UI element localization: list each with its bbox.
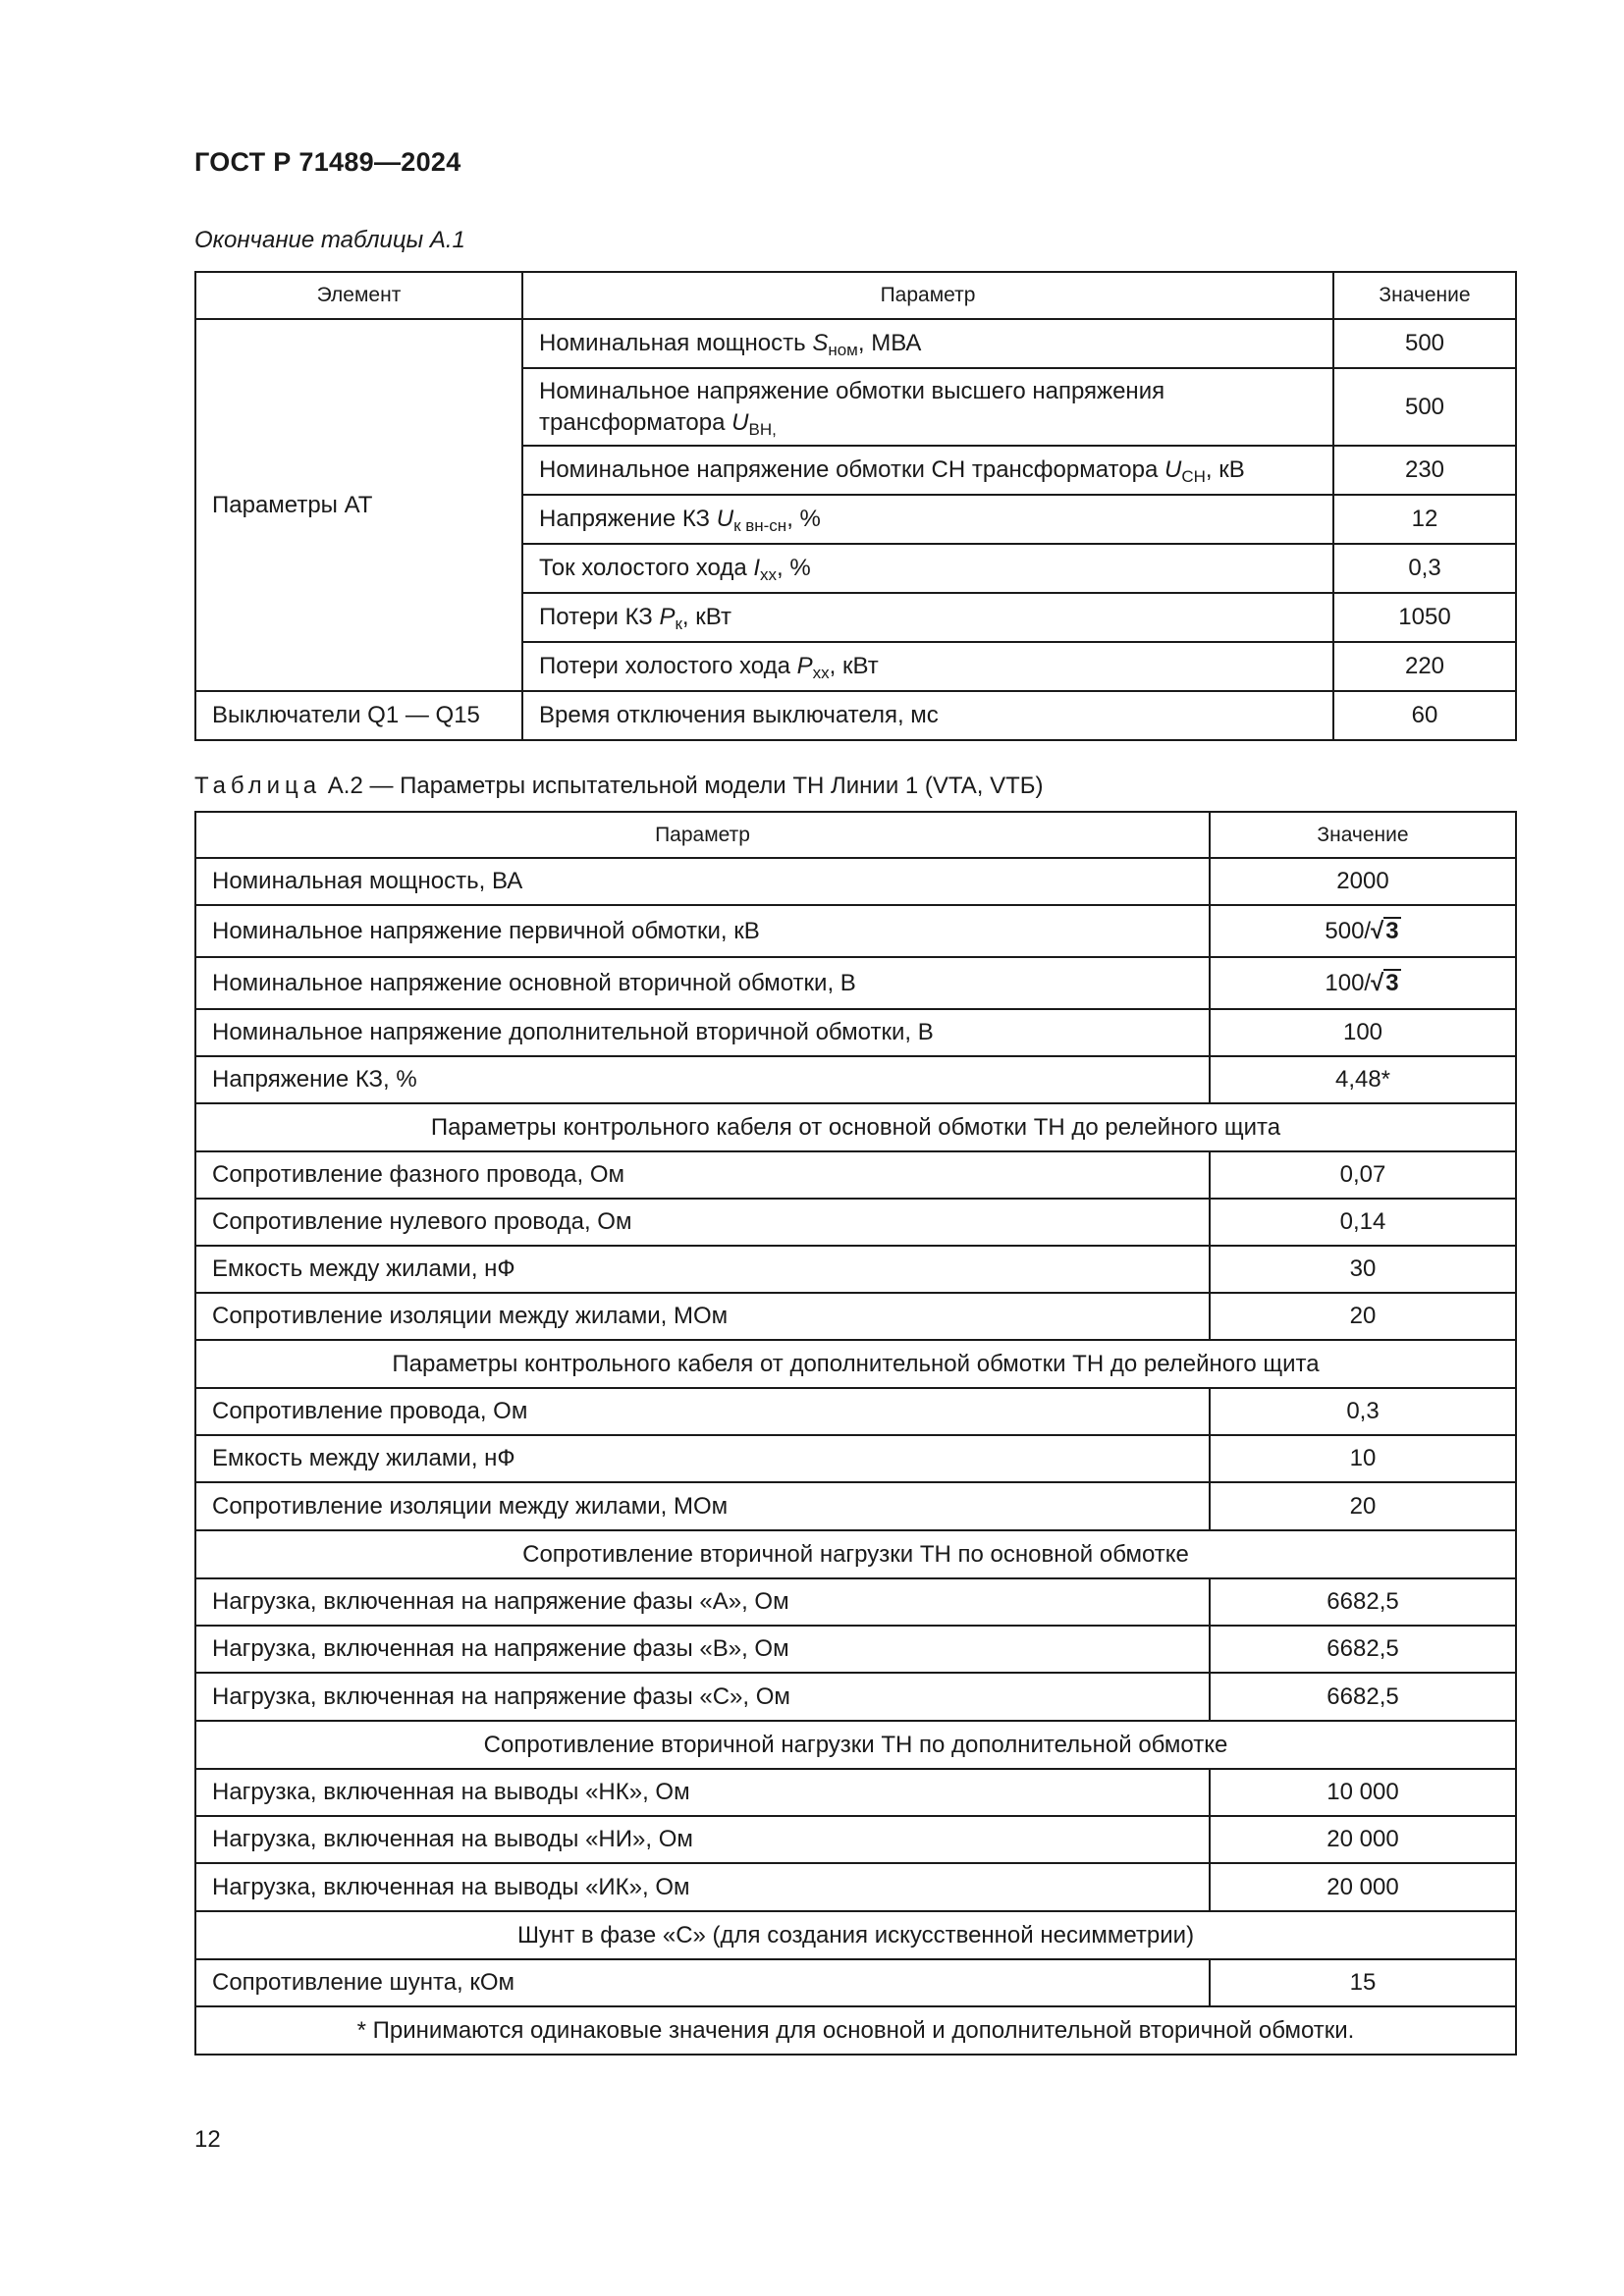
table-row xyxy=(195,1199,1516,1246)
value-cell: 12 xyxy=(1333,495,1516,544)
value-cell: 6682,5 xyxy=(1210,1673,1516,1721)
param-cell: Время отключения выключателя, мс xyxy=(522,691,1333,740)
section-title: Сопротивление вторичной нагрузки ТН по дополнительной обмотке xyxy=(195,1721,1516,1769)
param-cell: Номинальное напряжение дополнительной вторичной обмотки, В xyxy=(195,1009,1210,1056)
value-cell: 20 xyxy=(1210,1293,1516,1340)
table-a1-end xyxy=(194,271,1517,741)
param-cell: Нагрузка, включенная на напряжение фазы «С», Ом xyxy=(195,1673,1210,1721)
section-title: Параметры контрольного кабеля от основной обмотки ТН до релейного щита xyxy=(195,1103,1516,1151)
table-row xyxy=(195,858,1516,905)
value-cell: 1050 xyxy=(1333,593,1516,642)
value-cell: 20 000 xyxy=(1210,1863,1516,1911)
param-cell: Сопротивление изоляции между жилами, МОм xyxy=(195,1482,1210,1530)
value-cell: 4,48* xyxy=(1210,1056,1516,1103)
table-row xyxy=(195,691,1516,740)
value-cell: 0,3 xyxy=(1333,544,1516,593)
param-cell: Емкость между жилами, нФ xyxy=(195,1246,1210,1293)
column-header-element: Элемент xyxy=(195,272,522,319)
param-cell: Напряжение КЗ, % xyxy=(195,1056,1210,1103)
element-cell-at: Параметры АТ xyxy=(195,319,522,691)
value-cell: 60 xyxy=(1333,691,1516,740)
column-header-value: Значение xyxy=(1333,272,1516,319)
param-cell: Нагрузка, включенная на напряжение фазы «В», Ом xyxy=(195,1626,1210,1673)
section-title: Шунт в фазе «С» (для создания искусственной несимметрии) xyxy=(195,1911,1516,1959)
param-cell: Нагрузка, включенная на выводы «НИ», Ом xyxy=(195,1816,1210,1863)
value-cell: 2000 xyxy=(1210,858,1516,905)
param-cell: Потери КЗ $P_к$, кВт xyxy=(522,593,1333,642)
param-cell: Номинальная мощность $S_{ном}$, МВА xyxy=(522,319,1333,368)
section-header-row xyxy=(195,1721,1516,1769)
param-cell: Номинальное напряжение основной вторичной обмотки, В xyxy=(195,957,1210,1009)
section-header-row xyxy=(195,1103,1516,1151)
sqrt-symbol: √3 xyxy=(1371,918,1399,944)
value-cell: 20 000 xyxy=(1210,1816,1516,1863)
param-cell: Потери холостого хода $P_{хх}$, кВт xyxy=(522,642,1333,691)
table-header-row xyxy=(195,272,1516,319)
param-cell: Нагрузка, включенная на выводы «ИК», Ом xyxy=(195,1863,1210,1911)
value-cell: 15 xyxy=(1210,1959,1516,2006)
table-row xyxy=(195,1816,1516,1863)
param-cell: Нагрузка, включенная на напряжение фазы «А», Ом xyxy=(195,1578,1210,1626)
column-header-value: Значение xyxy=(1210,812,1516,858)
value-cell: 500 xyxy=(1333,368,1516,446)
column-header-parameter: Параметр xyxy=(522,272,1333,319)
param-cell: Сопротивление изоляции между жилами, МОм xyxy=(195,1293,1210,1340)
table-row xyxy=(195,905,1516,957)
value-cell: 10 000 xyxy=(1210,1769,1516,1816)
footnote-row xyxy=(195,2006,1516,2055)
param-cell: Нагрузка, включенная на выводы «НК», Ом xyxy=(195,1769,1210,1816)
table-row xyxy=(195,1435,1516,1482)
value-cell: 6682,5 xyxy=(1210,1578,1516,1626)
param-cell: Напряжение КЗ $U_{к вн-сн}$, % xyxy=(522,495,1333,544)
value-cell: 230 xyxy=(1333,446,1516,495)
param-cell: Номинальное напряжение обмотки СН трансформатора $U_{СН}$, кВ xyxy=(522,446,1333,495)
param-cell: Емкость между жилами, нФ xyxy=(195,1435,1210,1482)
table-row xyxy=(195,1388,1516,1435)
table-row xyxy=(195,1769,1516,1816)
table1-caption: Окончание таблицы А.1 xyxy=(194,227,465,253)
table-row xyxy=(195,1863,1516,1911)
table-row xyxy=(195,1626,1516,1673)
value-cell: 500 xyxy=(1333,319,1516,368)
value-cell: 100 xyxy=(1210,1009,1516,1056)
section-title: Сопротивление вторичной нагрузки ТН по основной обмотке xyxy=(195,1530,1516,1578)
param-cell: Ток холостого хода $I_{хх}$, % xyxy=(522,544,1333,593)
table-row xyxy=(195,1009,1516,1056)
element-cell-breakers: Выключатели Q1 — Q15 xyxy=(195,691,522,740)
value-cell: 10 xyxy=(1210,1435,1516,1482)
table-row xyxy=(195,1578,1516,1626)
column-header-parameter: Параметр xyxy=(195,812,1210,858)
table-header-row xyxy=(195,812,1516,858)
value-cell: 0,3 xyxy=(1210,1388,1516,1435)
value-cell: 30 xyxy=(1210,1246,1516,1293)
value-cell: 0,07 xyxy=(1210,1151,1516,1199)
table-footnote: * Принимаются одинаковые значения для основной и дополнительной вторичной обмотки. xyxy=(195,2006,1516,2055)
param-cell: Сопротивление провода, Ом xyxy=(195,1388,1210,1435)
sqrt-symbol: √3 xyxy=(1371,970,1399,996)
table-row xyxy=(195,1056,1516,1103)
table-row xyxy=(195,1959,1516,2006)
section-header-row xyxy=(195,1530,1516,1578)
param-cell: Номинальное напряжение обмотки высшего напряжения трансформатора $U_{ВН,}$ xyxy=(522,368,1333,446)
value-cell: 500/√3 xyxy=(1210,905,1516,957)
table-row xyxy=(195,1246,1516,1293)
value-cell: 20 xyxy=(1210,1482,1516,1530)
param-cell: Сопротивление шунта, кОм xyxy=(195,1959,1210,2006)
table-row xyxy=(195,1293,1516,1340)
param-cell: Номинальное напряжение первичной обмотки, кВ xyxy=(195,905,1210,957)
table-row xyxy=(195,957,1516,1009)
section-header-row xyxy=(195,1911,1516,1959)
table2-caption: Таблица А.2 — Параметры испытательной модели ТН Линии 1 (VTA, VTБ) xyxy=(194,773,1044,799)
value-cell: 0,14 xyxy=(1210,1199,1516,1246)
table-row xyxy=(195,1151,1516,1199)
param-cell: Сопротивление фазного провода, Ом xyxy=(195,1151,1210,1199)
param-cell: Номинальная мощность, ВА xyxy=(195,858,1210,905)
page-number: 12 xyxy=(194,2126,221,2153)
table-a2 xyxy=(194,811,1517,2056)
table-row xyxy=(195,319,1516,368)
document-header: ГОСТ Р 71489—2024 xyxy=(194,147,461,177)
table-row xyxy=(195,1482,1516,1530)
table-row xyxy=(195,1673,1516,1721)
section-header-row xyxy=(195,1340,1516,1388)
section-title: Параметры контрольного кабеля от дополнительной обмотки ТН до релейного щита xyxy=(195,1340,1516,1388)
value-cell: 100/√3 xyxy=(1210,957,1516,1009)
param-cell: Сопротивление нулевого провода, Ом xyxy=(195,1199,1210,1246)
value-cell: 6682,5 xyxy=(1210,1626,1516,1673)
value-cell: 220 xyxy=(1333,642,1516,691)
